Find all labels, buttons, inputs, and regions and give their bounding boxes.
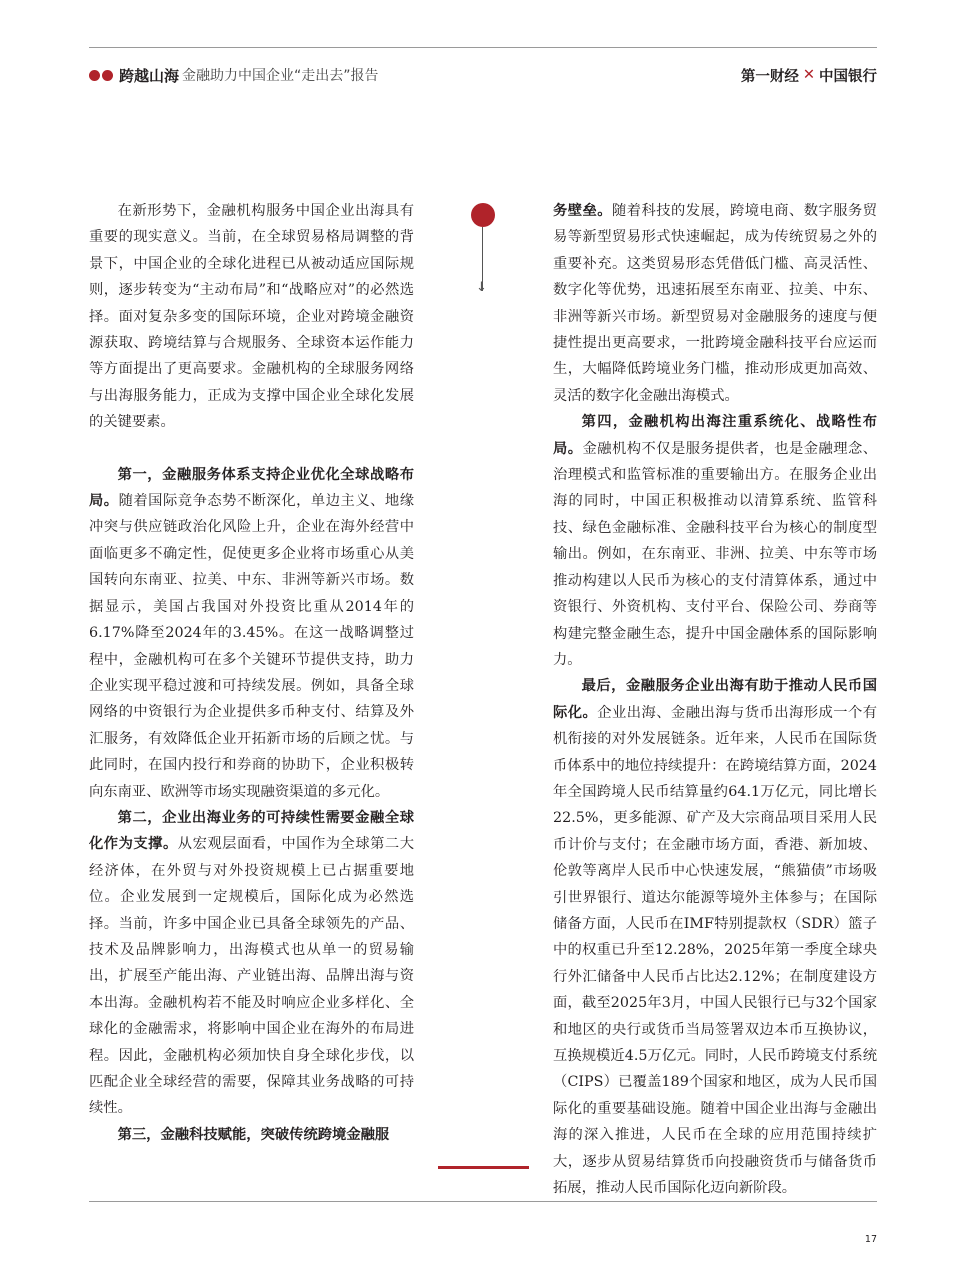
heading-second: 第二，企业出海业务的可持续性需要金融全球化作为支撑。 [89, 809, 414, 853]
heading-third-part1: 第三，金融科技赋能，突破传统跨境金融服 [117, 1126, 390, 1143]
footer-rule [89, 1201, 877, 1202]
heading-fourth: 第四，金融机构出海注重系统化、战略性布局。 [553, 414, 877, 457]
report-title: 金融助力中国企业“走出去”报告 [182, 68, 379, 84]
text-first: 随着国际竞争态势不断深化，单边主义、地缘冲突与供应链政治化风险上升，企业在海外经营中面临更多不确定性，促使更多企业将市场重心从美国转向东南亚、拉美、中东、非洲等新兴市场。数据显示，美国占我国对外投资比重从2014年的6.17%降至2024年的3.45%。在这一战略调整过程中，金融机构可在多个关键环节提供支持，助力企业实现平稳过渡和可持续发展。例如，具备全球网络的中资银行为企业提供多币种支付、结算及外汇服务，有效降低企业开拓新市场的后顾之忧。与此同时，在国内投行和券商的协助下，企业积极转向东南亚、欧洲等市场实现融资渠道的多元化。 [89, 493, 415, 800]
red-circle-marker [471, 203, 495, 227]
heading-first: 第一，金融服务体系支持企业优化全球战略布局。 [89, 466, 414, 510]
arrow-down-icon: ↓ [476, 280, 487, 295]
text-fourth: 金融机构不仅是服务提供者，也是金融理念、治理模式和监管标准的重要输出方。在服务企业出海的同时，中国正积极推动以清算系统、监管科技、绿色金融标准、金融科技平台为核心的制度型输出。例如，在东南亚、非洲、拉美、中东等市场推动构建以人民币为核心的支付清算体系，通过中资银行、外资机构、支付平台、保险公司、券商等构建完整金融生态，提升中国金融体系的国际影响力。 [553, 440, 878, 668]
paragraph-third-start [89, 1122, 414, 1148]
heading-third-part2: 务壁垒。 [553, 203, 612, 219]
partner-logos [741, 64, 877, 86]
red-dot-icon [89, 70, 100, 81]
paragraph-first [89, 462, 414, 805]
intro-paragraph: 在新形势下，金融机构服务中国企业出海具有重要的现实意义。当前，在全球贸易格局调整的背景下，中国企业的全球化进程已从被动适应国际规则，逐步转变为“主动布局”和“战略应对”的必然选择。面对复杂多变的国际环境，企业对跨境金融资源获取、跨境结算与合规服务、全球资本运作能力等方面提出了更高要求。金融机构的全球服务网络与出海服务能力，正成为支撑中国企业全球化发展的关键要素。 [89, 203, 414, 431]
partner-bank-of-china: 中国银行 [819, 68, 877, 85]
paragraph-third-continued [553, 198, 877, 409]
left-column [89, 198, 414, 1148]
right-column [553, 198, 877, 1201]
text-second: 从宏观层面看，中国作为全球第二大经济体，在外贸与对外投资规模上已占据重要地位。企业发展到一定规模后，国际化成为必然选择。当前，许多中国企业已具备全球领先的产品、技术及品牌影响力，出海模式也从单一的贸易输出，扩展至产能出海、产业链出海、品牌出海与资本出海。金融机构若不能及时响应企业多样化、全球化的金融需求，将影响中国企业在海外的布局进程。因此，金融机构必须加快自身全球化步伐，以匹配企业全球经营的需要，保障其业务战略的可持续性。 [89, 836, 415, 1117]
brand-title: 跨越山海 [119, 66, 180, 85]
partner-yicai: 第一财经 [740, 68, 799, 85]
red-dot-icon [102, 70, 113, 81]
text-third: 随着科技的发展，跨境电商、数字服务贸易等新型贸易形式快速崛起，成为传统贸易之外的重要补充。这类贸易形态凭借低门槛、高灵活性、数字化等优势，迅速拓展至东南亚、拉美、中东、非洲等新兴市场。新型贸易对金融服务的速度与便捷性提出更高要求，一批跨境金融科技平台应运而生，大幅降低跨境业务门槛，推动形成更加高效、灵活的数字化金融出海模式。 [553, 203, 878, 404]
paragraph-fourth [553, 409, 877, 673]
page-number: 17 [864, 1234, 877, 1245]
header-rule [89, 47, 877, 48]
cross-icon: ✕ [802, 67, 815, 83]
paragraph-second [89, 805, 414, 1122]
footer-accent-bar [438, 1166, 529, 1169]
heading-final: 最后，金融服务企业出海有助于推动人民币国际化。 [553, 678, 877, 721]
text-final: 企业出海、金融出海与货币出海形成一个有机衔接的对外发展链条。近年来，人民币在国际货币体系中的地位持续提升：在跨境结算方面，2024年全国跨境人民币结算量约64.1万亿元，同比增长22.5%，更多能源、矿产及大宗商品项目采用人民币计价与支付；在金融市场方面，香港、新加坡、伦敦等离岸人民币中心快速发展，“熊猫债”市场吸引世界银行、道达尔能源等境外主体参与；在国际储备方面，人民币在IMF特别提款权（SDR）篮子中的权重已升至12.28%，2025年第一季度全球央行外汇储备中人民币占比达2.12%；在制度建设方面，截至2025年3月，中国人民银行已与32个国家和地区的央行或货币当局签署双边本币互换协议，互换规模近4.5万亿元。同时，人民币跨境支付系统（CIPS）已覆盖189个国家和地区，成为人民币国际化的重要基础设施。随着中国企业出海与金融出海的深入推进，人民币在全球的应用范围持续扩大，逐步从贸易结算货币向投融资货币与储备货币拓展，推动人民币国际化迈向新阶段。 [553, 704, 878, 1197]
paragraph-final [553, 673, 877, 1201]
report-header [89, 64, 379, 86]
